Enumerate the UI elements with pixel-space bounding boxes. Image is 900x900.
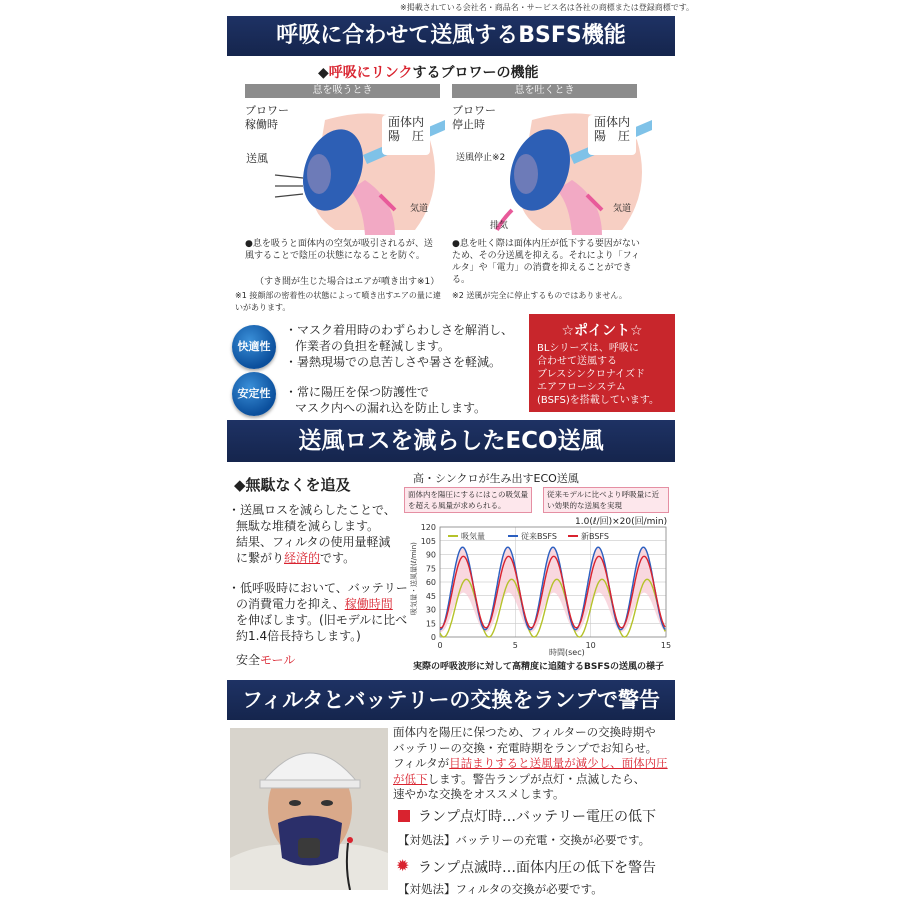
lamp-on-title: ランプ点灯時…バッテリー電圧の低下 — [418, 809, 656, 825]
lamp-desc-line: バッテリーの交換・充電時期をランプでお知らせ。 — [393, 740, 658, 755]
subtitle: ◆呼吸にリンクするブロワーの機能 — [318, 65, 539, 81]
eco-para1 — [228, 502, 408, 566]
safety-badge: 安定性 — [232, 372, 276, 416]
runtime-highlight: 稼働時間 — [344, 597, 393, 611]
eco-para1-line: ・送風ロスを減らしたことで、 — [228, 503, 396, 517]
eco-para1-line: に繋がり — [236, 551, 285, 565]
chart-legend-label: 新BSFS — [581, 532, 609, 541]
exhale-blower-state: ブロワー 停止時 — [452, 104, 496, 131]
chart-y-tick-label: 0 — [430, 633, 436, 642]
chart-x-tick-label: 5 — [512, 641, 518, 650]
chart-annotation-left: 面体内を陽圧にするにはこの吸気量を超える風量が求められる。 — [404, 487, 532, 513]
exhale-header: 息を吐くとき — [452, 84, 637, 98]
chart-legend-label: 従来BSFS — [521, 532, 557, 541]
bsfs-banner: 呼吸に合わせて送風するBSFS機能 — [227, 16, 675, 56]
lamp-desc-line: 速やかな交換をオススメします。 — [393, 787, 565, 801]
lamp-blink-title: ランプ点滅時…面体内圧の低下を警告 — [418, 860, 656, 876]
comfort-list — [285, 322, 513, 370]
point-line: BLシリーズは、呼吸に — [537, 343, 639, 354]
eco-banner: 送風ロスを減らしたECO送風 — [227, 420, 675, 462]
eco-para2 — [228, 580, 413, 644]
comfort-badge: 快適性 — [232, 325, 276, 369]
exhale-exhaust-label: 排気 — [490, 221, 509, 231]
eco-chart — [404, 515, 676, 670]
inhale-pressure-label: 面体内 陽 圧 — [382, 115, 430, 155]
chart-y-tick-label: 75 — [425, 564, 436, 574]
chart-x-tick-label: 15 — [660, 641, 672, 650]
chart-title: 高・シンクロが生み出すECO送風 — [413, 472, 579, 485]
worker-photo — [230, 728, 388, 890]
inhale-airway-label: 気道 — [410, 204, 429, 214]
safety-item: マスク内への漏れ込を防止します。 — [295, 401, 487, 415]
chart-x-tick-label: 0 — [437, 641, 443, 650]
eco-heading: ◆無駄なくを追及 — [234, 476, 351, 494]
eco-para2-line: の消費電力を抑え、 — [236, 597, 345, 611]
comfort-item: ・マスク着用時のわずらわしさを解消し、 — [285, 323, 514, 337]
chart-x-tick-label: 10 — [585, 641, 596, 650]
lamp-desc-line: フィルタが — [393, 756, 450, 770]
inhale-airflow-label: 送風 — [246, 152, 268, 165]
chart-formula: 1.0(ℓ/回)×20(回/min) — [575, 517, 668, 527]
point-line: (BSFS)を搭載しています。 — [537, 395, 659, 406]
lamp-on-action: 【対処法】バッテリーの充電・交換が必要です。 — [398, 833, 651, 847]
chart-xlabel: 時間(sec) — [549, 648, 585, 657]
safety-item: ・常に陽圧を保つ防護性で — [285, 385, 430, 399]
chart-y-tick-label: 120 — [420, 523, 436, 532]
eco-para1-end: です。 — [320, 551, 356, 565]
point-box — [529, 314, 675, 412]
chart-y-tick-label: 105 — [420, 536, 436, 546]
point-line: ブレスシンクロナイズド — [537, 369, 646, 380]
chart-legend-label: 吸気量 — [461, 532, 485, 541]
chart-annotation-right: 従来モデルに比べより呼吸量に近い効果的な送風を実現 — [543, 487, 669, 513]
lamp-on-icon — [398, 810, 410, 822]
point-line: 合わせて送風する — [537, 356, 617, 367]
economical-highlight: 経済的 — [284, 551, 321, 565]
shop-name — [236, 651, 295, 668]
inhale-blower-state: ブロワー 稼働時 — [245, 104, 289, 131]
eco-para1-line: 結果、フィルタの使用量軽減 — [236, 535, 391, 549]
inhale-desc: ●息を吸うと面体内の空気が吸引されるが、送風することで陰圧の状態になることを防ぐ。 — [245, 239, 433, 261]
point-title: ☆ポイント☆ — [561, 323, 643, 339]
lamp-desc — [393, 725, 683, 803]
chart-y-tick-label: 30 — [425, 605, 436, 615]
eco-para2-line: 約1.4倍長持ちします。) — [236, 629, 361, 643]
inhale-desc2: （すき間が生じた場合はエアが噴き出す※1） — [255, 277, 440, 287]
chart-y-tick-label: 45 — [425, 591, 436, 601]
eco-para2-line: ・低呼吸時において、バッテリー — [228, 581, 408, 595]
chart-y-tick-label: 90 — [425, 550, 436, 560]
shop-name-a: 安全 — [236, 653, 261, 667]
point-line: エアフローシステム — [537, 382, 626, 393]
chart-ylabel: 吸気量・送風量(ℓ/min) — [410, 542, 418, 615]
clog-warning-highlight: 目詰まりすると送風量が減少し、面体内圧 — [449, 756, 668, 770]
lamp-blink-icon: ✹ — [396, 856, 410, 875]
pressure-drop-highlight: が低下 — [393, 771, 428, 786]
chart-y-tick-label: 60 — [425, 578, 436, 587]
disclaimer: ※掲載されている会社名・商品名・サービス名は各社の商標または登録商標です。 — [400, 3, 695, 12]
exhale-airway-label: 気道 — [613, 204, 632, 214]
safety-list — [285, 384, 486, 416]
eco-para2-line: を伸ばします。(旧モデルに比べ — [236, 613, 408, 627]
lamp-desc-line: 面体内を陽圧に保つため、フィルターの交換時期や — [393, 725, 656, 739]
chart-y-tick-label: 15 — [425, 619, 436, 629]
comfort-item: ・暑熱現場での息苦しさや暑さを軽減。 — [285, 355, 502, 369]
chart-caption: 実際の呼吸波形に対して高精度に追随するBSFSの送風の様子 — [413, 662, 664, 672]
comfort-item: 作業者の負担を軽減します。 — [295, 339, 451, 353]
shop-name-b: モール — [260, 653, 296, 667]
inhale-note: ※1 接顔部の密着性の状態によって噴き出すエアの量に違いがあります。 — [235, 291, 441, 312]
exhale-airflow-label: 送風停止※2 — [456, 153, 506, 163]
exhale-note: ※2 送風が完全に停止するものではありません。 — [452, 291, 627, 300]
exhale-desc: ●息を吐く際は面体内圧が低下する要因がないため、その分送風を抑える。それにより「フィルタ」や「電力」の消費を抑えることができる。 — [452, 239, 640, 285]
lamp-desc-line: します。警告ランプが点灯・点滅したら、 — [427, 771, 646, 786]
lamp-banner: フィルタとバッテリーの交換をランプで警告 — [227, 680, 675, 720]
inhale-header: 息を吸うとき — [245, 84, 440, 98]
eco-para1-line: 無駄な堆積を減らします。 — [236, 519, 380, 533]
exhale-pressure-label: 面体内 陽 圧 — [588, 115, 636, 155]
lamp-blink-action: 【対処法】フィルタの交換が必要です。 — [398, 882, 603, 896]
